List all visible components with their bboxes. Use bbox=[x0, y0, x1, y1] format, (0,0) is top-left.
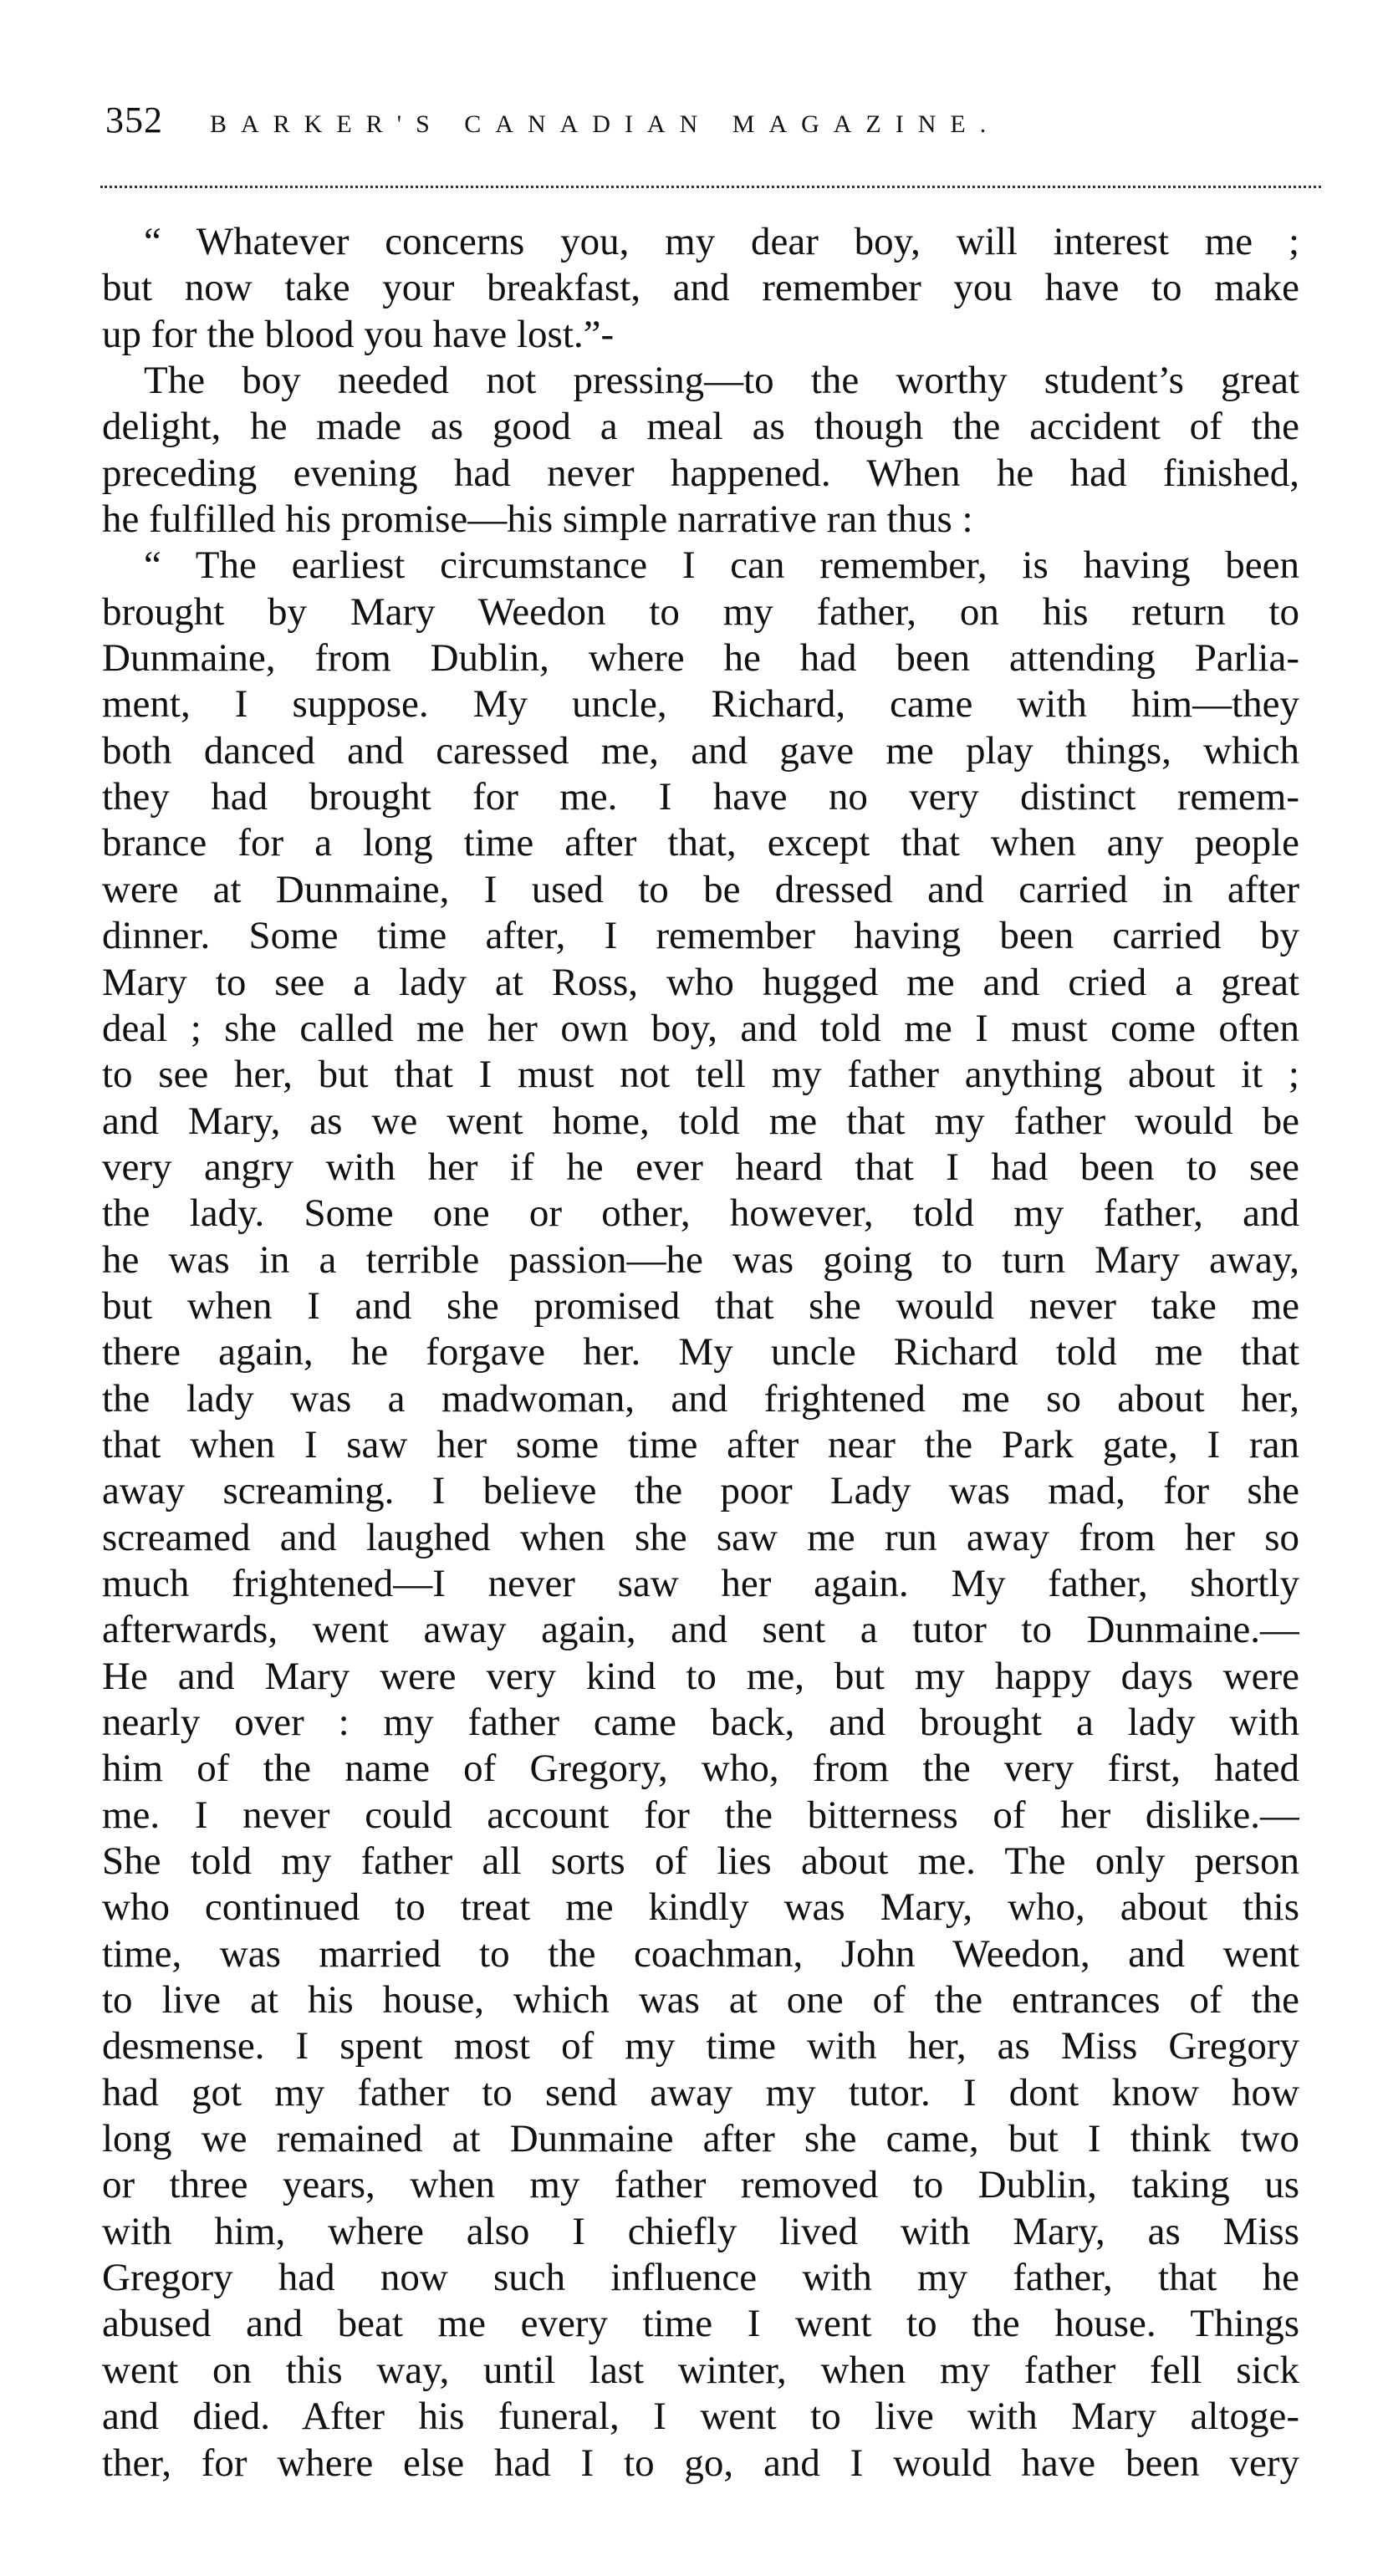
text-line: deal ; she called me her own boy, and told me I must come often bbox=[102, 1006, 1299, 1050]
text-line: to see her, but that I must not tell my father anything about it ; bbox=[102, 1053, 1299, 1097]
text-line: time, was married to the coachman, John Weedon, and went bbox=[102, 1931, 1299, 1976]
text-line: but when I and she promised that she would never take me bbox=[102, 1283, 1299, 1328]
text-line: there again, he forgave her. My uncle Richard told me that bbox=[102, 1330, 1299, 1375]
text-line: who continued to treat me kindly was Mary, who, about this bbox=[102, 1885, 1299, 1930]
text-line: nearly over : my father came back, and brought a lady with bbox=[102, 1701, 1299, 1744]
text-line: went on this way, until last winter, when my father fell sick bbox=[102, 2348, 1299, 2392]
text-line: had got my father to send away my tutor. I dont know how bbox=[102, 2070, 1299, 2114]
text-line: they had brought for me. I have no very distinct remem- bbox=[102, 775, 1299, 819]
text-line: The boy needed not pressing—to the worthy student’s great bbox=[144, 359, 1299, 403]
text-line: up for the blood you have lost.”- bbox=[102, 312, 615, 356]
text-line: but now take your breakfast, and remember you have to make bbox=[102, 266, 1299, 310]
text-line: Mary to see a lady at Ross, who hugged me and cried a great bbox=[102, 960, 1299, 1004]
running-head bbox=[105, 99, 1318, 157]
text-line: him of the name of Gregory, who, from the very first, hated bbox=[102, 1747, 1299, 1791]
text-line: ment, I suppose. My uncle, Richard, came with him—they bbox=[102, 682, 1299, 727]
text-line: and died. After his funeral, I went to live with Mary altoge- bbox=[102, 2395, 1299, 2439]
header-rule bbox=[100, 186, 1321, 188]
text-line: that when I saw her some time after near the Park gate, I ran bbox=[102, 1422, 1299, 1467]
magazine-title: BARKER'S CANADIAN MAGAZINE. bbox=[210, 110, 1001, 138]
text-line: desmense. I spent most of my time with her, as Miss Gregory bbox=[102, 2024, 1299, 2068]
text-line: “ Whatever concerns you, my dear boy, will interest me ; bbox=[144, 220, 1299, 263]
text-line: away screaming. I believe the poor Lady was mad, for she bbox=[102, 1469, 1299, 1513]
text-line: Dunmaine, from Dublin, where he had been attending Parlia- bbox=[102, 636, 1299, 681]
text-line: She told my father all sorts of lies about me. The only person bbox=[102, 1839, 1299, 1884]
text-line: delight, he made as good a meal as though the accident of the bbox=[102, 405, 1299, 449]
text-line: He and Mary were very kind to me, but my happy days were bbox=[102, 1654, 1299, 1698]
text-line: he fulfilled his promise—his simple narrative ran thus : bbox=[102, 497, 973, 542]
text-line: were at Dunmaine, I used to be dressed and carried in after bbox=[102, 867, 1299, 911]
text-line: and Mary, as we went home, told me that my father would be bbox=[102, 1099, 1299, 1143]
text-line: both danced and caressed me, and gave me play things, which bbox=[102, 728, 1299, 773]
text-line: brance for a long time after that, except that when any people bbox=[102, 821, 1299, 865]
text-line: long we remained at Dunmaine after she came, but I think two bbox=[102, 2117, 1299, 2161]
text-line: screamed and laughed when she saw me run away from her so bbox=[102, 1515, 1299, 1559]
text-line: the lady. Some one or other, however, told my father, and bbox=[102, 1191, 1299, 1236]
text-line: “ The earliest circumstance I can remember, is having been bbox=[144, 543, 1299, 588]
text-line: preceding evening had never happened. When he had finished, bbox=[102, 451, 1299, 495]
text-line: brought by Mary Weedon to my father, on his return to bbox=[102, 589, 1299, 634]
text-line: dinner. Some time after, I remember having been carried by bbox=[102, 914, 1299, 958]
text-line: with him, where also I chiefly lived with Mary, as Miss bbox=[102, 2209, 1299, 2253]
text-line: to live at his house, which was at one of the entrances of the bbox=[102, 1978, 1299, 2023]
page-number: 352 bbox=[105, 99, 163, 140]
text-line: Gregory had now such influence with my father, that he bbox=[102, 2256, 1299, 2300]
text-line: or three years, when my father removed to Dublin, taking us bbox=[102, 2163, 1299, 2207]
text-line: afterwards, went away again, and sent a tutor to Dunmaine.— bbox=[102, 1608, 1299, 1652]
text-line: very angry with her if he ever heard that I had been to see bbox=[102, 1145, 1299, 1189]
text-line: much frightened—I never saw her again. My father, shortly bbox=[102, 1561, 1299, 1605]
text-line: abused and beat me every time I went to the house. Things bbox=[102, 2302, 1299, 2346]
text-line: me. I never could account for the bitterness of her dislike.— bbox=[102, 1793, 1299, 1837]
body-text bbox=[102, 219, 1299, 2487]
text-line: he was in a terrible passion—he was going to turn Mary away, bbox=[102, 1237, 1299, 1282]
text-line: ther, for where else had I to go, and I would have been very bbox=[102, 2441, 1299, 2485]
text-line: the lady was a madwoman, and frightened me so about her, bbox=[102, 1376, 1299, 1421]
